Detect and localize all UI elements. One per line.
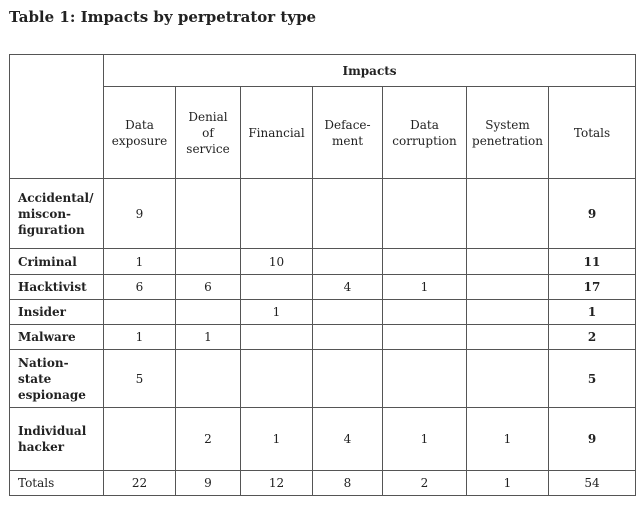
table-cell xyxy=(383,179,467,249)
table-row xyxy=(10,324,636,349)
table-cell: 1 xyxy=(104,324,176,349)
table-cell: 4 xyxy=(313,408,383,470)
table-cell xyxy=(313,299,383,324)
table-cell xyxy=(467,324,549,349)
table-row xyxy=(10,274,636,299)
column-header-deface-ment: Deface- ment xyxy=(313,87,383,179)
row-total-cell: 1 xyxy=(549,299,636,324)
table-cell: 6 xyxy=(104,274,176,299)
table-cell: 1 xyxy=(383,274,467,299)
table-cell xyxy=(176,350,241,408)
table-cell xyxy=(383,249,467,274)
grand-total-cell: 54 xyxy=(549,470,636,495)
row-label-insider: Insider xyxy=(10,299,104,324)
table-title: Table 1: Impacts by perpetrator type xyxy=(9,8,317,26)
column-total-cell: 1 xyxy=(467,470,549,495)
table-cell: 4 xyxy=(313,274,383,299)
column-header-data-exposure: Data exposure xyxy=(104,87,176,179)
table-cell: 1 xyxy=(176,324,241,349)
row-label-hacktivist: Hacktivist xyxy=(10,274,104,299)
table-cell xyxy=(467,179,549,249)
table-cell: 2 xyxy=(176,408,241,470)
table-cell xyxy=(313,179,383,249)
table-cell xyxy=(467,249,549,274)
table-cell: 1 xyxy=(241,408,313,470)
table-cell xyxy=(104,299,176,324)
row-label-individual-hacker: Individual hacker xyxy=(10,408,104,470)
table-cell xyxy=(383,299,467,324)
table-cell: 1 xyxy=(104,249,176,274)
column-header-system-penetration: System penetration xyxy=(467,87,549,179)
table-cell xyxy=(467,299,549,324)
table-cell: 1 xyxy=(241,299,313,324)
table-row xyxy=(10,350,636,408)
table-cell xyxy=(176,179,241,249)
table-cell: 10 xyxy=(241,249,313,274)
table-cell xyxy=(241,350,313,408)
row-total-cell: 9 xyxy=(549,408,636,470)
row-total-cell: 5 xyxy=(549,350,636,408)
table-cell xyxy=(313,249,383,274)
table-cell xyxy=(241,274,313,299)
row-label-nation-state-espionage: Nation-state espionage xyxy=(10,350,104,408)
row-total-cell: 2 xyxy=(549,324,636,349)
table-cell xyxy=(467,350,549,408)
table-cell xyxy=(241,324,313,349)
impacts-group-header: Impacts xyxy=(104,55,636,87)
table-cell xyxy=(313,350,383,408)
column-header-data-corruption: Data corruption xyxy=(383,87,467,179)
column-total-cell: 2 xyxy=(383,470,467,495)
table-row xyxy=(10,179,636,249)
table-cell xyxy=(383,324,467,349)
table-cell xyxy=(467,274,549,299)
table-cell: 9 xyxy=(104,179,176,249)
table-cell: 6 xyxy=(176,274,241,299)
table-cell: 5 xyxy=(104,350,176,408)
column-header-financial: Financial xyxy=(241,87,313,179)
column-total-cell: 22 xyxy=(104,470,176,495)
table-row xyxy=(10,408,636,470)
impacts-table xyxy=(9,54,636,496)
column-header-denial-of-service: Denial of service xyxy=(176,87,241,179)
table-cell: 1 xyxy=(467,408,549,470)
row-total-cell: 9 xyxy=(549,179,636,249)
table-row xyxy=(10,299,636,324)
table-cell xyxy=(383,350,467,408)
column-total-cell: 12 xyxy=(241,470,313,495)
row-label-criminal: Criminal xyxy=(10,249,104,274)
table-cell xyxy=(176,299,241,324)
row-label-accidental-miscon-figuration: Accidental/ miscon- figuration xyxy=(10,179,104,249)
column-total-cell: 8 xyxy=(313,470,383,495)
row-total-cell: 17 xyxy=(549,274,636,299)
row-total-cell: 11 xyxy=(549,249,636,274)
totals-row xyxy=(10,470,636,495)
table-cell xyxy=(104,408,176,470)
column-total-cell: 9 xyxy=(176,470,241,495)
corner-cell xyxy=(10,55,104,179)
table-cell xyxy=(241,179,313,249)
row-label-malware: Malware xyxy=(10,324,104,349)
table-cell xyxy=(313,324,383,349)
table-row xyxy=(10,249,636,274)
totals-row-label: Totals xyxy=(10,470,104,495)
column-header-totals: Totals xyxy=(549,87,636,179)
table-cell: 1 xyxy=(383,408,467,470)
table-cell xyxy=(176,249,241,274)
